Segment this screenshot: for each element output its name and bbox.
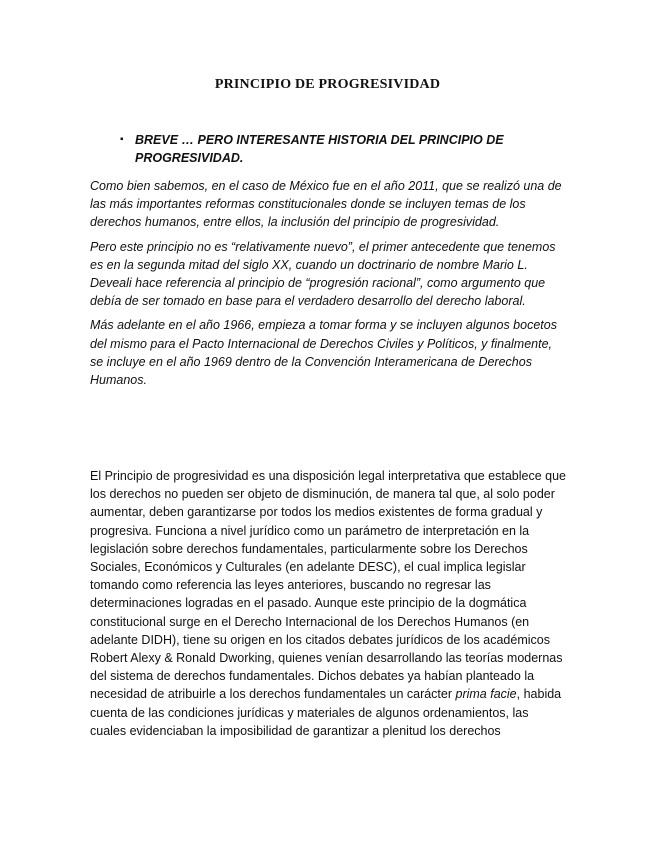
main-text-part: El Principio de progresividad es una disposición legal interpretativa que establece que los derechos no pueden ser objeto de disminución, de manera tal que, al solo poder aumentar, deben garantizarse por todos los medios existentes de forma gradual y progresiva. Funciona a nivel jurídico como un parámetro de interpretación en la legislación sobre derechos fundamentales, particularmente sobre los Derechos Sociales, Económicos y Culturales (en adelante DESC), el cual implica legislar tomando como referencia las leyes anteriores, buscando no regresar las determinaciones logradas en el pasado. Aunque este principio de la dogmática constitucional surge en el Derecho Internacional de los Derechos Humanos (en adelante DIDH), tiene su origen en los citados debates jurídicos de los académicos Robert Alexy & Ronald Dworking, quienes venían desarrollando las teorías modernas del sistema de derechos fundamentales. Dichos debates ya habían planteado la necesidad de atribuirle a los derechos fundamentales un carácter [90,469,566,702]
bullet-heading [120,131,555,167]
main-text-italic: prima facie [455,687,517,702]
intro-paragraph: Como bien sabemos, en el caso de México fue en el año 2011, que se realizó una de las más importantes reformas constitucionales donde se incluyen temas de los derechos humanos, entre ellos, la inclusión del principio de progresividad. [90,179,562,230]
intro-paragraph: Pero este principio no es “relativamente nuevo”, el primer antecedente que tenemos es en la segunda mitad del siglo XX, cuando un doctrinario de nombre Mario L. Deveali hace referencia al principio de “progresión racional”, como argumento que debía de ser tomado en base para el verdadero desarrollo del derecho laboral. [90,239,556,309]
bullet-marker: ▪ [120,134,124,145]
main-paragraph [90,467,568,740]
intro-paragraph: Más adelante en el año 1966, empieza a tomar forma y se incluyen algunos bocetos del mismo para el Pacto Internacional de Derechos Civiles y Políticos, y finalmente, se incluye en el año 1969 dentro de la Convención Interamericana de Derechos Humanos. [90,318,557,388]
main-text-part: , habida cuenta de las condiciones jurídicas y materiales de algunos ordenamientos, las cuales evidenciaban la imposibilidad de garantizar a plenitud los derechos [90,687,562,738]
page-title: PRINCIPIO DE PROGRESIVIDAD [214,77,441,92]
bullet-heading-text: BREVE … PERO INTERESANTE HISTORIA DEL PRINCIPIO DE PROGRESIVIDAD. [135,133,504,165]
intro-section [90,177,568,395]
